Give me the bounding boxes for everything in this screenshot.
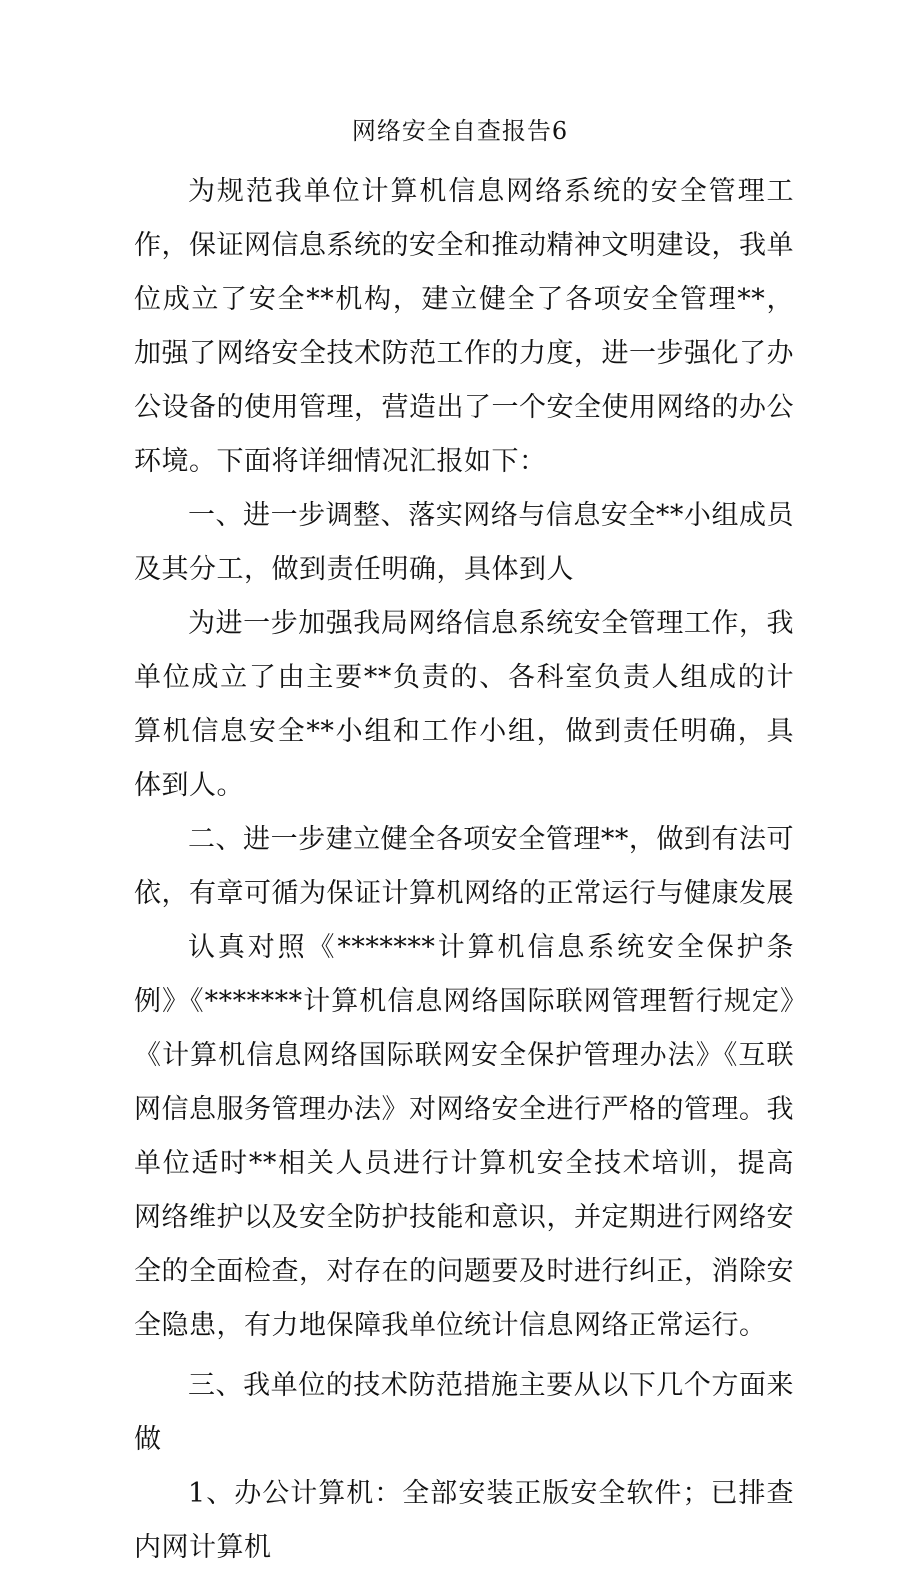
- paragraph-item-1: 1、办公计算机：全部安装正版安全软件；已排查内网计算机: [134, 1478, 794, 1563]
- document-title: 网络安全自查报告6: [351, 117, 569, 145]
- paragraph-section-1-heading: 一、进一步调整、落实网络与信息安全**小组成员及其分工，做到责任明确，具体到人: [134, 500, 794, 585]
- paragraph-section-1-body: 为进一步加强我局网络信息系统安全管理工作，我单位成立了由主要**负责的、各科室负责人组成的计算机信息安全**小组和工作小组，做到责任明确，具体到人。: [134, 608, 794, 801]
- document-body: [134, 165, 794, 1575]
- paragraph-section-2-body: 认真对照《*******计算机信息系统安全保护条例》《*******计算机信息网络国际联网管理暂行规定》《计算机信息网络国际联网安全保护管理办法》《互联网信息服务管理办法》对网络安全进行严格的管理。我单位适时**相关人员进行计算机安全技术培训，提高网络维护以及安全防护技能和意识，并定期进行网络安全的全面检查，对存在的问题要及时进行纠正，消除安全隐患，有力地保障我单位统计信息网络正常运行。: [134, 932, 794, 1341]
- paragraph-section-3-heading: 三、我单位的技术防范措施主要从以下几个方面来做: [134, 1370, 794, 1455]
- paragraph-section-2-heading: 二、进一步建立健全各项安全管理**，做到有法可依，有章可循为保证计算机网络的正常运行与健康发展: [134, 824, 794, 909]
- paragraph-intro: 为规范我单位计算机信息网络系统的安全管理工作，保证网信息系统的安全和推动精神文明建设，我单位成立了安全**机构，建立健全了各项安全管理**，加强了网络安全技术防范工作的力度，进一步强化了办公设备的使用管理，营造出了一个安全使用网络的办公环境。下面将详细情况汇报如下：: [134, 176, 794, 477]
